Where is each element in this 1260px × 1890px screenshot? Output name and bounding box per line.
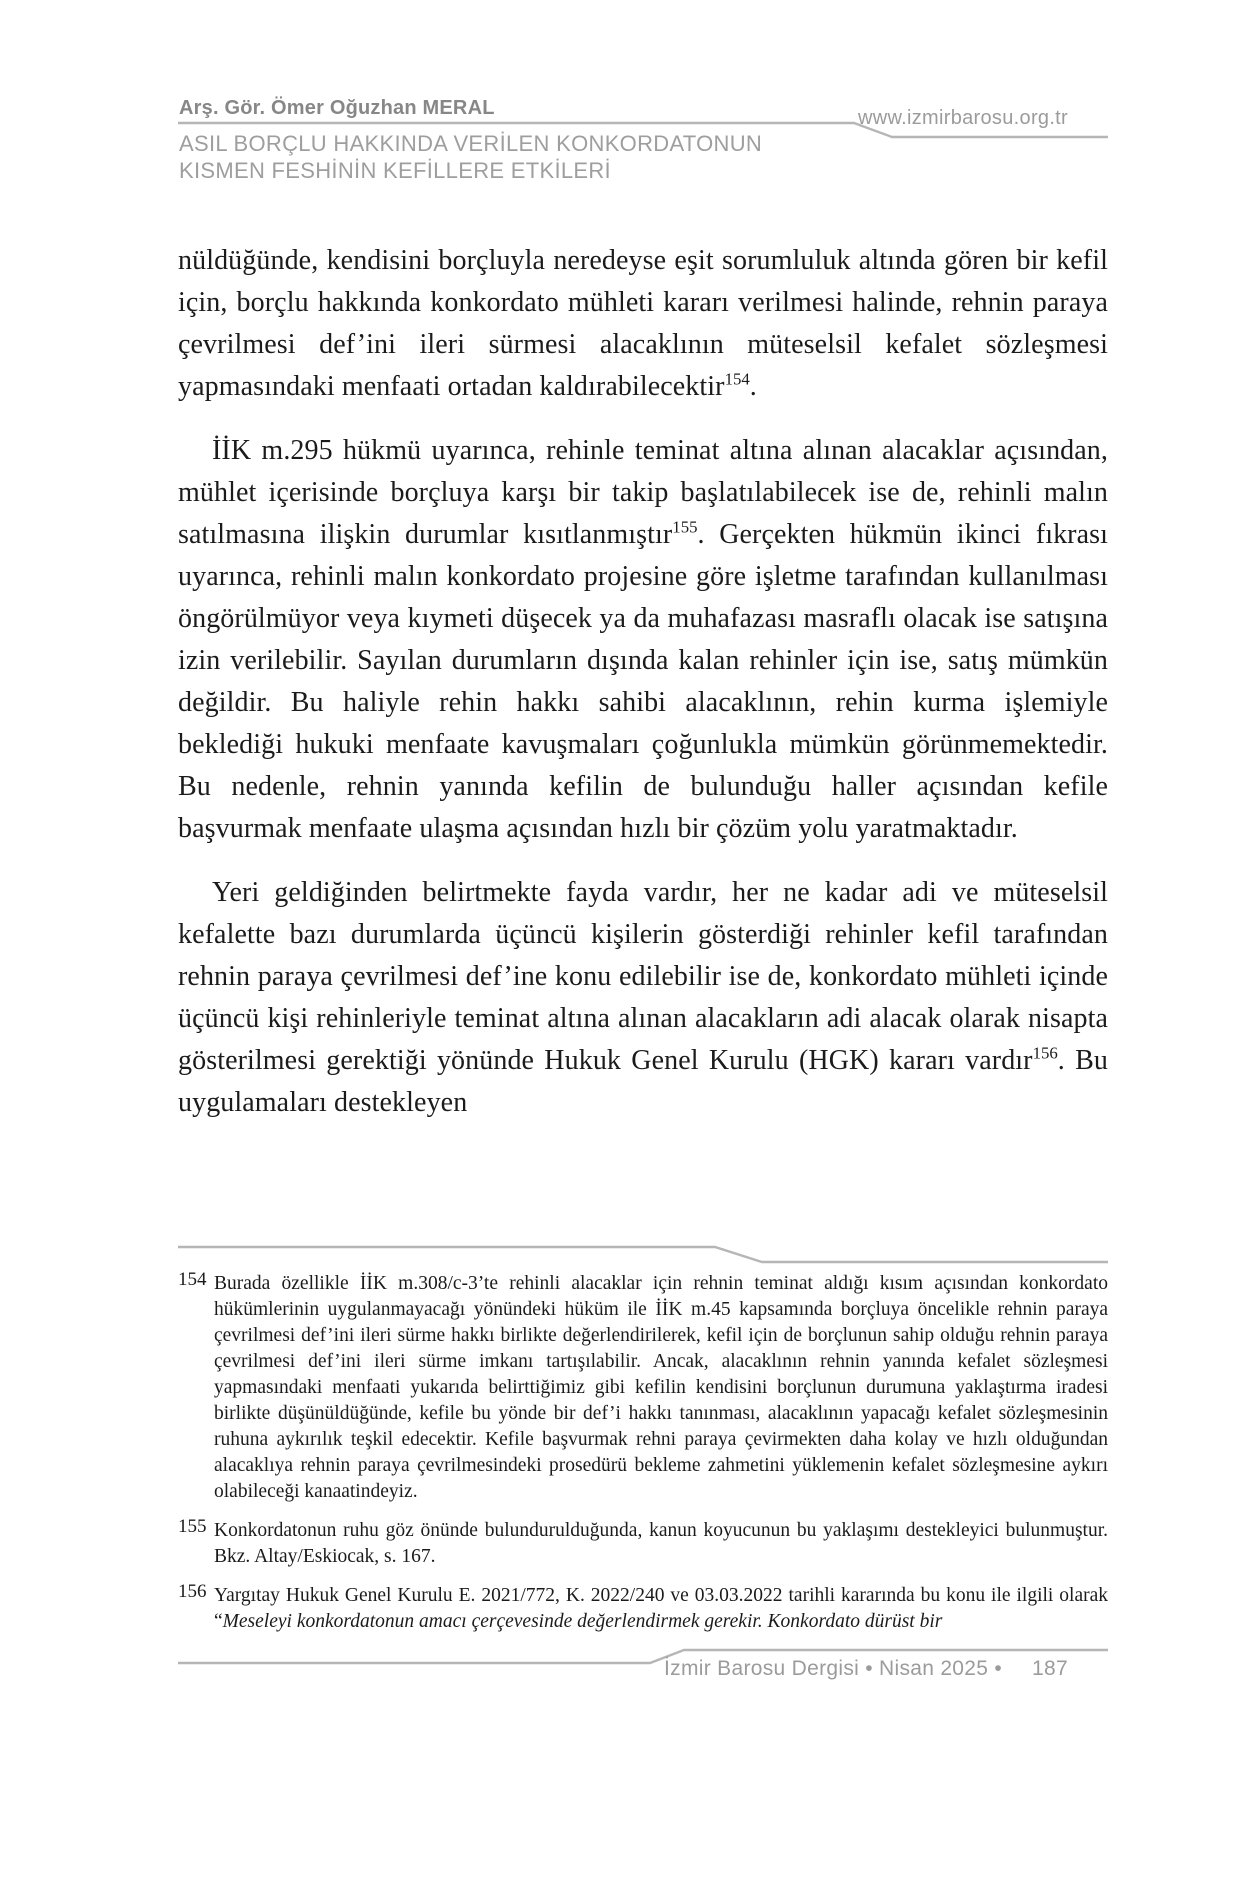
journal-name: İzmir Barosu Dergisi • Nisan 2025 •	[664, 1657, 1003, 1680]
italic-quotation: Meseleyi konkordatonun amacı çerçevesinde değerlendirmek gerekir. Konkordato dürüst bir	[222, 1611, 943, 1632]
running-title-line-1: ASIL BORÇLU HAKKINDA VERİLEN KONKORDATONUN	[179, 131, 763, 156]
footnote-text	[214, 1583, 1108, 1635]
page-number: 187	[1032, 1657, 1068, 1680]
footnote-ref: 155	[672, 517, 698, 537]
footnote-separator-rule	[178, 1245, 1108, 1265]
footnote-number: 156	[178, 1581, 207, 1602]
footnote-ref: 156	[1032, 1043, 1058, 1063]
running-title-line-2: KISMEN FESHİNİN KEFİLLERE ETKİLERİ	[179, 158, 611, 183]
text-run: .	[749, 371, 757, 402]
paragraph	[178, 430, 1108, 850]
footnote-ref: 154	[724, 369, 750, 389]
text-run: Yargıtay Hukuk Genel Kurulu E. 2021/772, K. 2022/240 ve 03.03.2022 tarihli kararında bu konu ile ilgili olarak “	[214, 1585, 1108, 1632]
author-name: Arş. Gör. Ömer Oğuzhan MERAL	[179, 97, 495, 119]
footnote-text	[214, 1271, 1108, 1505]
text-run: . Gerçekten hükmün ikinci fıkrası uyarınca, rehinli malın konkordato projesine göre işletme tarafından kullanılması öngörülmüyor veya kıymeti düşecek ya da muhafazası masraflı olacak ise satışına izin verilebilir. Sayılan durumların dışında kalan rehinler için ise, satış mümkün değildir. Bu haliyle rehin hakkı sahibi alacaklının, rehin kurma işlemiyle beklediği hukuki menfaate kavuşmaları çoğunlukla mümkün görünmemektedir. Bu nedenle, rehnin yanında kefilin de bulunduğu haller açısından kefile başvurmak menfaate ulaşma açısından hızlı bir çözüm yolu yaratmaktadır.	[178, 519, 1108, 844]
website-url: www.izmirbarosu.org.tr	[858, 107, 1068, 129]
footnote	[178, 1518, 1108, 1570]
footnote	[178, 1271, 1108, 1505]
text-run: nüldüğünde, kendisini borçluyla neredeyse eşit sorumluluk altında gören bir kefil için, borçlu hakkında konkordato mühleti kararı verilmesi halinde, rehnin paraya çevrilmesi def’ini ileri sürmesi alacaklının müteselsil kefalet sözleşmesi yapmasındaki menfaati ortadan kaldırabilecektir	[178, 245, 1108, 402]
body-text	[178, 240, 1108, 1124]
footnote-number: 154	[178, 1269, 207, 1290]
footnote	[178, 1583, 1108, 1635]
text-run: Burada özellikle İİK m.308/c-3’te rehinli alacaklar için rehnin teminat aldığı kısım açısından konkordato hükümlerinin uygulanmayacağı yönündeki hüküm ile İİK m.45 kapsamında borçluya öncelikle rehnin paraya çevrilmesi def’ini ileri sürme hakkı birlikte değerlendirilerek, kefil için de borçlunun sahip olduğu rehnin paraya çevrilmesi def’ini ileri sürme imkanı tartışılabilir. Ancak, alacaklının rehnin yanında kefalet sözleşmesi yapmasındaki menfaati yukarıda belirttiğimiz gibi kefilin kendisini borçlunun durumuna yaklaştırma iradesi birlikte düşünüldüğünde, kefile bu yönde bir def’i hakkı tanınması, alacaklının yapacağı kefalet sözleşmesinin ruhuna aykırılık teşkil edecektir. Kefile başvurmak rehni paraya çevirmekten daha kolay ve hızlı olduğundan alacaklıya rehnin paraya çevrilmesindeki prosedürü bekleme zahmetini yüklemenin kefalet sözleşmesine aykırı olabileceği kanaatindeyiz.	[214, 1273, 1108, 1502]
text-run: Konkordatonun ruhu göz önünde bulundurulduğunda, kanun koyucunun bu yaklaşımı destekleyici bulunmuştur. Bkz. Altay/Eskiocak, s. 167.	[214, 1520, 1108, 1567]
footnotes-section	[178, 1271, 1108, 1635]
text-run: Yeri geldiğinden belirtmekte fayda vardır, her ne kadar adi ve müteselsil kefalette bazı durumlarda üçüncü kişilerin gösterdiği rehinler kefil tarafından rehnin paraya çevrilmesi def’ine konu edilebilir ise de, konkordato mühleti içinde üçüncü kişi rehinleriyle teminat altına alınan alacakların adi alacak olarak nisapta gösterilmesi gerektiği yönünde Hukuk Genel Kurulu (HGK) kararı vardır	[178, 877, 1108, 1076]
text-run: İİK m.295 hükmü uyarınca, rehinle teminat altına alınan alacaklar açısından, mühlet içerisinde borçluya karşı bir takip başlatılabilecek ise de, rehinli malın satılmasına ilişkin durumlar kısıtlanmıştır	[178, 435, 1108, 550]
paragraph	[178, 872, 1108, 1124]
running-title	[179, 130, 762, 184]
footnote-text	[214, 1518, 1108, 1570]
text-run: . Bu uygulamaları destekleyen	[178, 1045, 1108, 1118]
page-footer	[664, 1657, 1068, 1681]
footnote-number: 155	[178, 1516, 207, 1537]
paragraph	[178, 240, 1108, 408]
